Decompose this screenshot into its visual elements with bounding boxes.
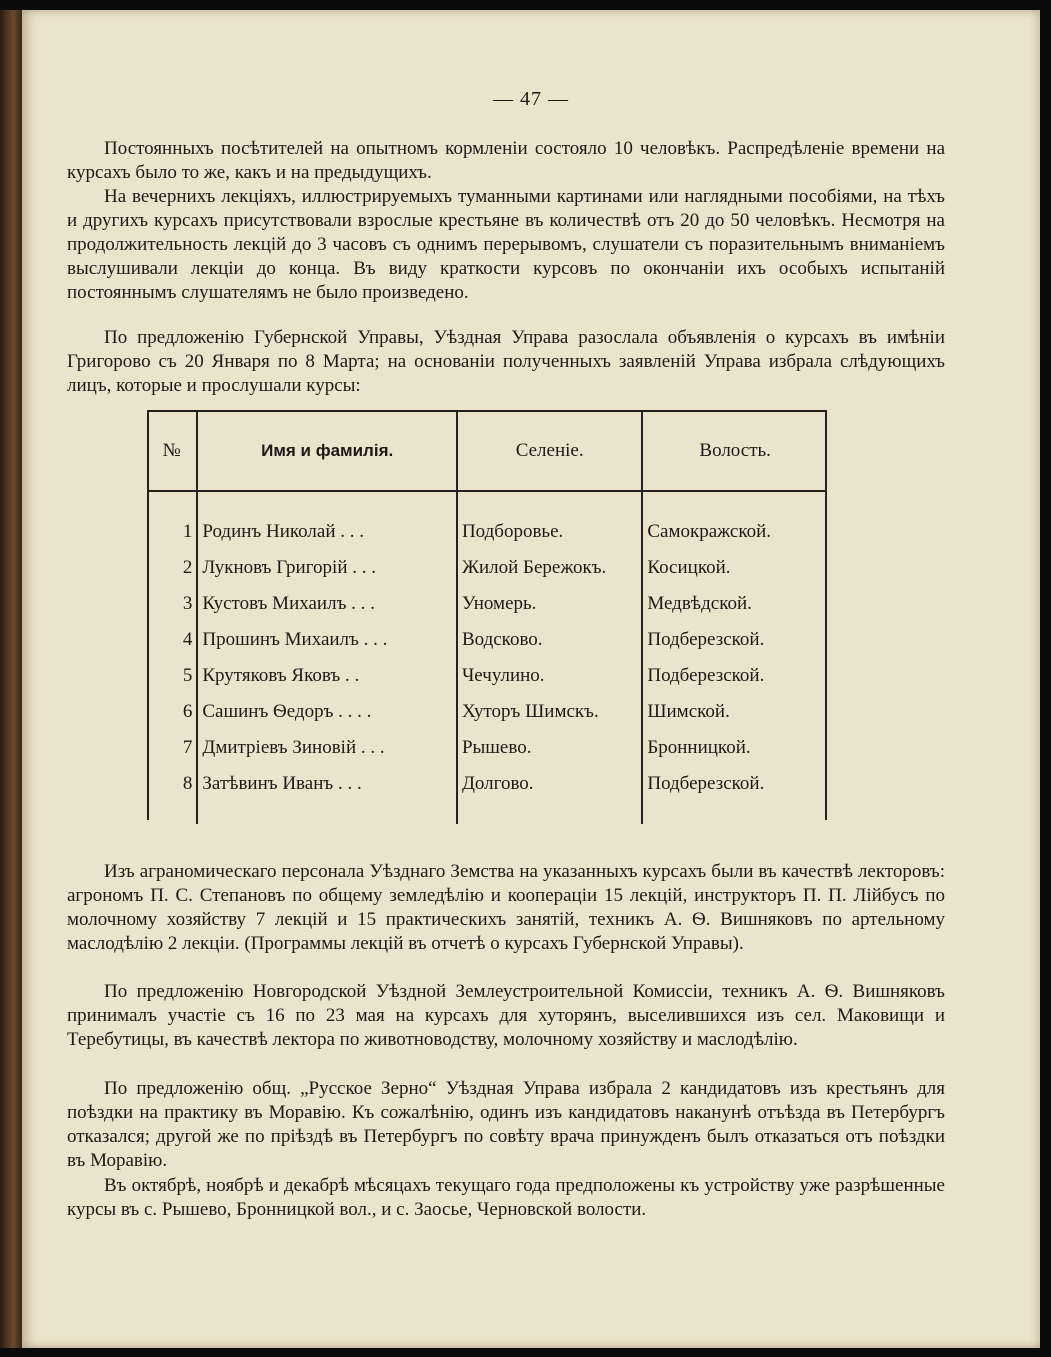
table-row (147, 658, 827, 694)
header-name: Имя и фамилія. (197, 411, 457, 491)
row-name: Прошинъ Михаилъ . . . (197, 622, 457, 658)
participants-table-wrapper (147, 410, 827, 820)
row-volost: Бронницкой. (642, 730, 827, 766)
row-volost: Медвѣдской. (642, 586, 827, 622)
table-row (147, 694, 827, 730)
row-village: Уномерь. (457, 586, 642, 622)
table-header-row (147, 411, 827, 491)
row-village: Жилой Бережокъ. (457, 550, 642, 586)
row-number: 6 (182, 701, 193, 722)
row-volost: Подберезской. (642, 766, 827, 824)
row-number: 5 (182, 665, 193, 686)
row-volost: Подберезской. (642, 622, 827, 658)
row-village: Рышево. (457, 730, 642, 766)
row-number: 7 (182, 737, 193, 758)
table-right-border (825, 410, 827, 820)
row-name: Дмитріевъ Зиновій . . . (197, 730, 457, 766)
table-row (147, 550, 827, 586)
row-number: 2 (182, 557, 193, 578)
moravia-section (67, 1077, 945, 1173)
row-volost: Подберезской. (642, 658, 827, 694)
row-name: Родинъ Николай . . . (197, 491, 457, 550)
paragraph-moravia: По предложенію общ. „Русское Зерно“ Уѣздная Управа избрала 2 кандидатовъ изъ крестьянъ для поѣздки на практику въ Моравію. Къ сожалѣнію, одинъ изъ кандидатовъ наканунѣ отъѣзда въ Петербургъ отказался; другой же по пріѣздѣ въ Петербургъ по совѣту врача принужденъ былъ отказаться отъ поѣздки въ Моравію. (67, 1078, 945, 1171)
header-volost: Волость. (642, 411, 827, 491)
row-village: Подборовье. (457, 491, 642, 550)
paragraph-attendees: Постоянныхъ посѣтителей на опытномъ кормленіи состояло 10 человѣкъ. Распредѣленіе времени на курсахъ было то же, какъ и на предыдущихъ. (67, 138, 945, 183)
table-row (147, 491, 827, 550)
document-page (22, 10, 1040, 1348)
paragraph-commission: По предложенію Новгородской Уѣздной Землеустроительной Комиссіи, техникъ А. Ѳ. Вишняковъ принималъ участіе съ 16 по 23 мая на курсахъ для хуторянъ, выселившихся изъ сел. Маковищи и Теребутицы, въ качествѣ лектора по животноводству, молочному хозяйству и маслодѣлію. (67, 981, 945, 1050)
intro-section (67, 137, 945, 305)
row-number: 8 (182, 773, 193, 794)
row-volost: Самокражской. (642, 491, 827, 550)
row-name: Крутяковъ Яковъ . . (197, 658, 457, 694)
row-village: Чечулино. (457, 658, 642, 694)
row-village: Водсково. (457, 622, 642, 658)
commission-section (67, 980, 945, 1052)
row-number: 1 (182, 521, 193, 542)
page-number: — 47 — (493, 88, 569, 110)
row-name: Затѣвинъ Иванъ . . . (197, 766, 457, 824)
paragraph-evening-lectures: На вечернихъ лекціяхъ, иллюстрируемыхъ туманными картинами или наглядными пособіями, на тѣхъ и другихъ курсахъ присутствовали взрослые крестьяне въ количествѣ отъ 20 до 50 человѣкъ. Несмотря на продолжительность лекцій до 3 часовъ съ однимъ перерывомъ, слушатели съ поразительнымъ вниманіемъ выслушивали лекціи до конца. Въ виду краткости курсовъ по окончаніи ихъ особыхъ испытаній постояннымъ слушателямъ не было произведено. (67, 186, 945, 303)
table-left-border (147, 410, 149, 820)
header-number: № (147, 411, 197, 491)
lecturers-section (67, 860, 945, 956)
row-volost: Шимской. (642, 694, 827, 730)
row-village: Долгово. (457, 766, 642, 824)
paragraph-planned-courses: Въ октябрѣ, ноябрѣ и декабрѣ мѣсяцахъ текущаго года предположены къ устройству уже разрѣшенные курсы въ с. Рышево, Бронницкой вол., и с. Заосье, Черновской волости. (67, 1175, 945, 1220)
selection-section (67, 326, 945, 398)
row-village: Хуторъ Шимскъ. (457, 694, 642, 730)
row-volost: Косицкой. (642, 550, 827, 586)
table-row (147, 730, 827, 766)
planned-courses-section (67, 1174, 945, 1222)
paragraph-selection: По предложенію Губернской Управы, Уѣздная Управа разослала объявленія о курсахъ въ имѣніи Григорово съ 20 Января по 8 Марта; на основаніи полученныхъ заявленій Управа избрала слѣдующихъ лицъ, которые и прослушали курсы: (67, 327, 945, 396)
table-row (147, 622, 827, 658)
table-row (147, 586, 827, 622)
row-number: 3 (182, 593, 193, 614)
row-name: Лукновъ Григорій . . . (197, 550, 457, 586)
row-name: Кустовъ Михаилъ . . . (197, 586, 457, 622)
row-number: 4 (182, 629, 193, 650)
header-village: Селеніе. (457, 411, 642, 491)
paragraph-lecturers: Изъ аграномическаго персонала Уѣзднаго Земства на указанныхъ курсахъ были въ качествѣ лекторовъ: агрономъ П. С. Степановъ по общему земледѣлію и кооперацiи 15 лекцій, инструкторъ П. П. Лійбусъ по молочному хозяйству 7 лекцій и 15 практическихъ занятій, техникъ А. Ѳ. Вишняковъ по артельному маслодѣлію 2 лекціи. (Программы лекцій въ отчетѣ о курсахъ Губернской Управы). (67, 861, 945, 954)
row-name: Сашинъ Ѳедоръ . . . . (197, 694, 457, 730)
book-gutter (0, 10, 22, 1348)
table-row (147, 766, 827, 824)
participants-table (147, 410, 827, 824)
